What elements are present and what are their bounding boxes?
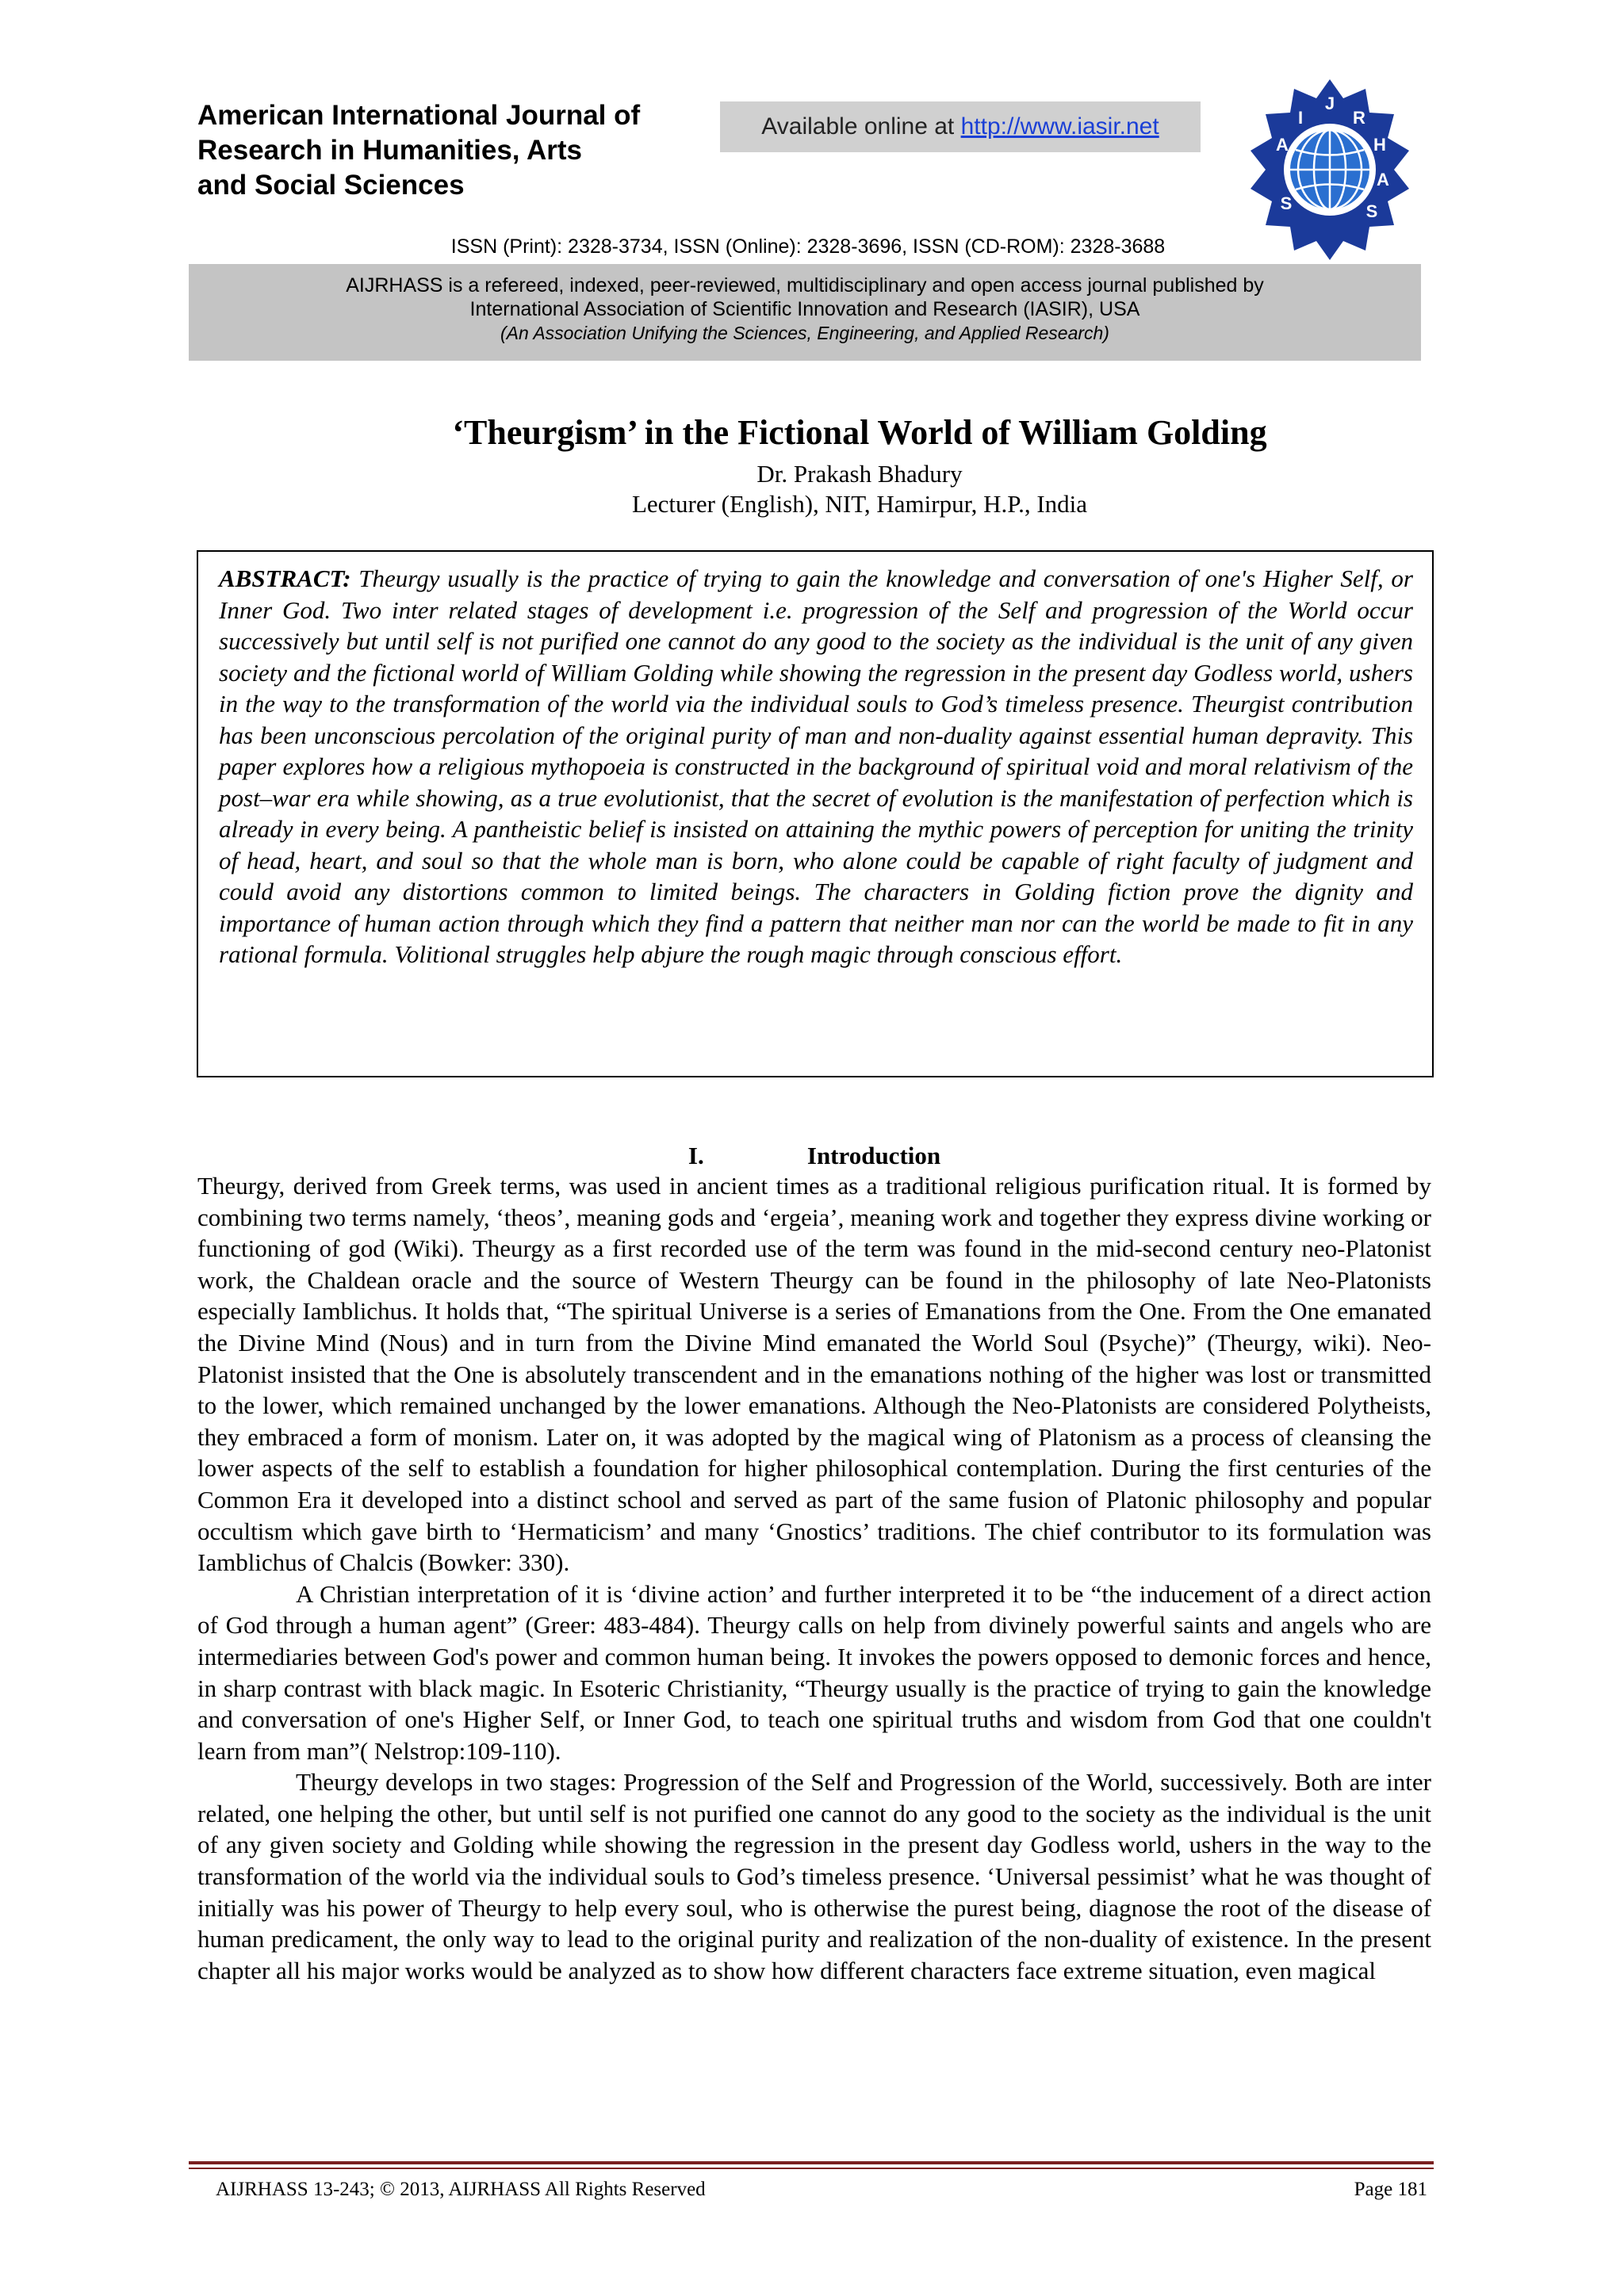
- body-text: [197, 1170, 1431, 1986]
- abstract-label: ABSTRACT:: [219, 564, 351, 592]
- logo-letter: R: [1353, 108, 1365, 128]
- footer-copyright: AIJRHASS 13-243; © 2013, AIJRHASS All Rights Reserved: [216, 2179, 706, 2200]
- author-name: Dr. Prakash Bhadury: [756, 460, 963, 488]
- logo-letter: A: [1377, 170, 1389, 189]
- paragraph: A Christian interpretation of it is ‘divine action’ and further interpreted it to be “the inducement of a direct action of God through a human agent” (Greer: 483-484). Theurgy calls on help from divinely powerful saints and angels who are intermediaries between God's power and common human being. It invokes the powers opposed to demonic forces and hence, in sharp contrast with black magic. In Esoteric Christianity, “Theurgy usually is the practice of trying to gain the knowledge and conversation of one's Higher Self, or Inner God, to teach one spiritual truths and wisdom from God that one couldn't learn from man”( Nelstrop:109-110).: [197, 1579, 1431, 1765]
- logo-letter: S: [1280, 193, 1293, 213]
- abstract-text: Theurgy usually is the practice of trying to gain the knowledge and conversation of one's Higher Self, or Inner God. Two inter related stages of development i.e. progression of the Self and progression of the World occur successively but until self is not purified one cannot do any good to the society as the individual is the unit of any given society and the fictional world of William Golding while showing the regression in the present day Godless world, ushers in the way to the transformation of the world via the individual souls to God’s timeless presence. Theurgist contribution has been unconscious percolation of the original purity of man and non-duality against essential human depravity. This paper explores how a religious mythopoeia is constructed in the background of spiritual void and moral relativism of the post–war era while showing, as a true evolutionist, that the secret of evolution is the manifestation of perfection which is already in every being. A pantheistic belief is insisted on attaining the mythic powers of perception for uniting the trinity of head, heart, and soul so that the whole man is born, who alone could be capable of right faculty of judgment and could avoid any distortions common to limited beings. The characters in Golding fiction prove the dignity and importance of human action through which they find a pattern that neither man nor can the world be made to fit in any rational formula. Volitional struggles help abjure the rough magic through conscious effort.: [219, 564, 1413, 968]
- availability-banner: [720, 101, 1201, 152]
- footer-rule: [189, 2168, 1434, 2169]
- journal-name: [197, 98, 705, 203]
- abstract: [219, 563, 1413, 970]
- journal-website-link[interactable]: http://www.iasir.net: [960, 113, 1159, 140]
- page-number: Page 181: [1354, 2179, 1427, 2200]
- info-line-tagline: (An Association Unifying the Sciences, Engineering, and Applied Research): [500, 323, 1109, 343]
- info-line: AIJRHASS is a refereed, indexed, peer-reviewed, multidisciplinary and open access journal published by: [346, 274, 1264, 297]
- info-line: International Association of Scientific Innovation and Research (IASIR), USA: [469, 298, 1140, 320]
- logo-letter: A: [1276, 135, 1289, 155]
- journal-name-line: Research in Humanities, Arts: [197, 135, 582, 166]
- section-heading: [197, 1142, 1431, 1170]
- logo-letter: J: [1324, 94, 1335, 113]
- section-title: Introduction: [806, 1142, 941, 1169]
- section-number: I.: [688, 1142, 704, 1169]
- abstract-box: [197, 550, 1434, 1077]
- paper-title: ‘Theurgism’ in the Fictional World of William Golding: [452, 413, 1267, 452]
- author-affiliation: Lecturer (English), NIT, Hamirpur, H.P., India: [631, 490, 1088, 518]
- logo-letter: H: [1373, 135, 1386, 155]
- footer-rule: [189, 2161, 1434, 2164]
- logo-letter: I: [1297, 108, 1304, 128]
- journal-info-band: [189, 264, 1421, 361]
- journal-name-line: and Social Sciences: [197, 170, 465, 201]
- issn-line: ISSN (Print): 2328-3734, ISSN (Online): 2328-3696, ISSN (CD-ROM): 2328-3688: [450, 235, 1166, 258]
- availability-label: Available online at: [761, 113, 961, 140]
- paragraph: Theurgy develops in two stages: Progression of the Self and Progression of the World, successively. Both are inter related, one helping the other, but until self is not purified one cannot do any good to the society as the individual is the unit of any given society and Golding while showing the regression in the present day Godless world, ushers in the way to the transformation of the world via the individual souls to God’s timeless presence. ‘Universal pessimist’ what he was thought of initially was his power of Theurgy to help every soul, who is otherwise the purest being, diagnose the root of the disease of human predicament, the only way to lead to the original purity and realization of the non-duality of existence. In the present chapter all his major works would be analyzed as to show how different characters face extreme situation, even magical: [197, 1768, 1431, 1984]
- journal-name-line: American International Journal of: [197, 100, 641, 131]
- paragraph: Theurgy, derived from Greek terms, was used in ancient times as a traditional religious purification ritual. It is formed by combining two terms namely, ‘theos’, meaning gods and ‘ergeia’, meaning work and together they express divine working or functioning of god (Wiki). Theurgy as a first recorded use of the term was found in the mid-second century neo-Platonist work, the Chaldean oracle and the source of Western Theurgy can be found in the philosophy of late Neo-Platonists especially Iamblichus. It holds that, “The spiritual Universe is a series of Emanations from the One. From the One emanated the Divine Mind (Nous) and in turn from the Divine Mind emanated the World Soul (Psyche)” (Theurgy, wiki). Neo-Platonist insisted that the One is absolutely transcendent and in the emanations nothing of the higher was lost or transmitted to the lower, which remained unchanged by the lower emanations. Although the Neo-Platonists are considered Polytheists, they embraced a form of monism. Later on, it was adopted by the magical wing of Platonism as a process of cleansing the lower aspects of the self to establish a foundation for higher philosophical contemplation. During the first centuries of the Common Era it developed into a distinct school and served as part of the same fusion of Platonic philosophy and popular occultism which gave birth to ‘Hermaticism’ and many ‘Gnostics’ traditions. The chief contributor to its formulation was Iamblichus of Chalcis (Bowker: 330).: [197, 1172, 1431, 1577]
- logo-letter: S: [1365, 201, 1378, 221]
